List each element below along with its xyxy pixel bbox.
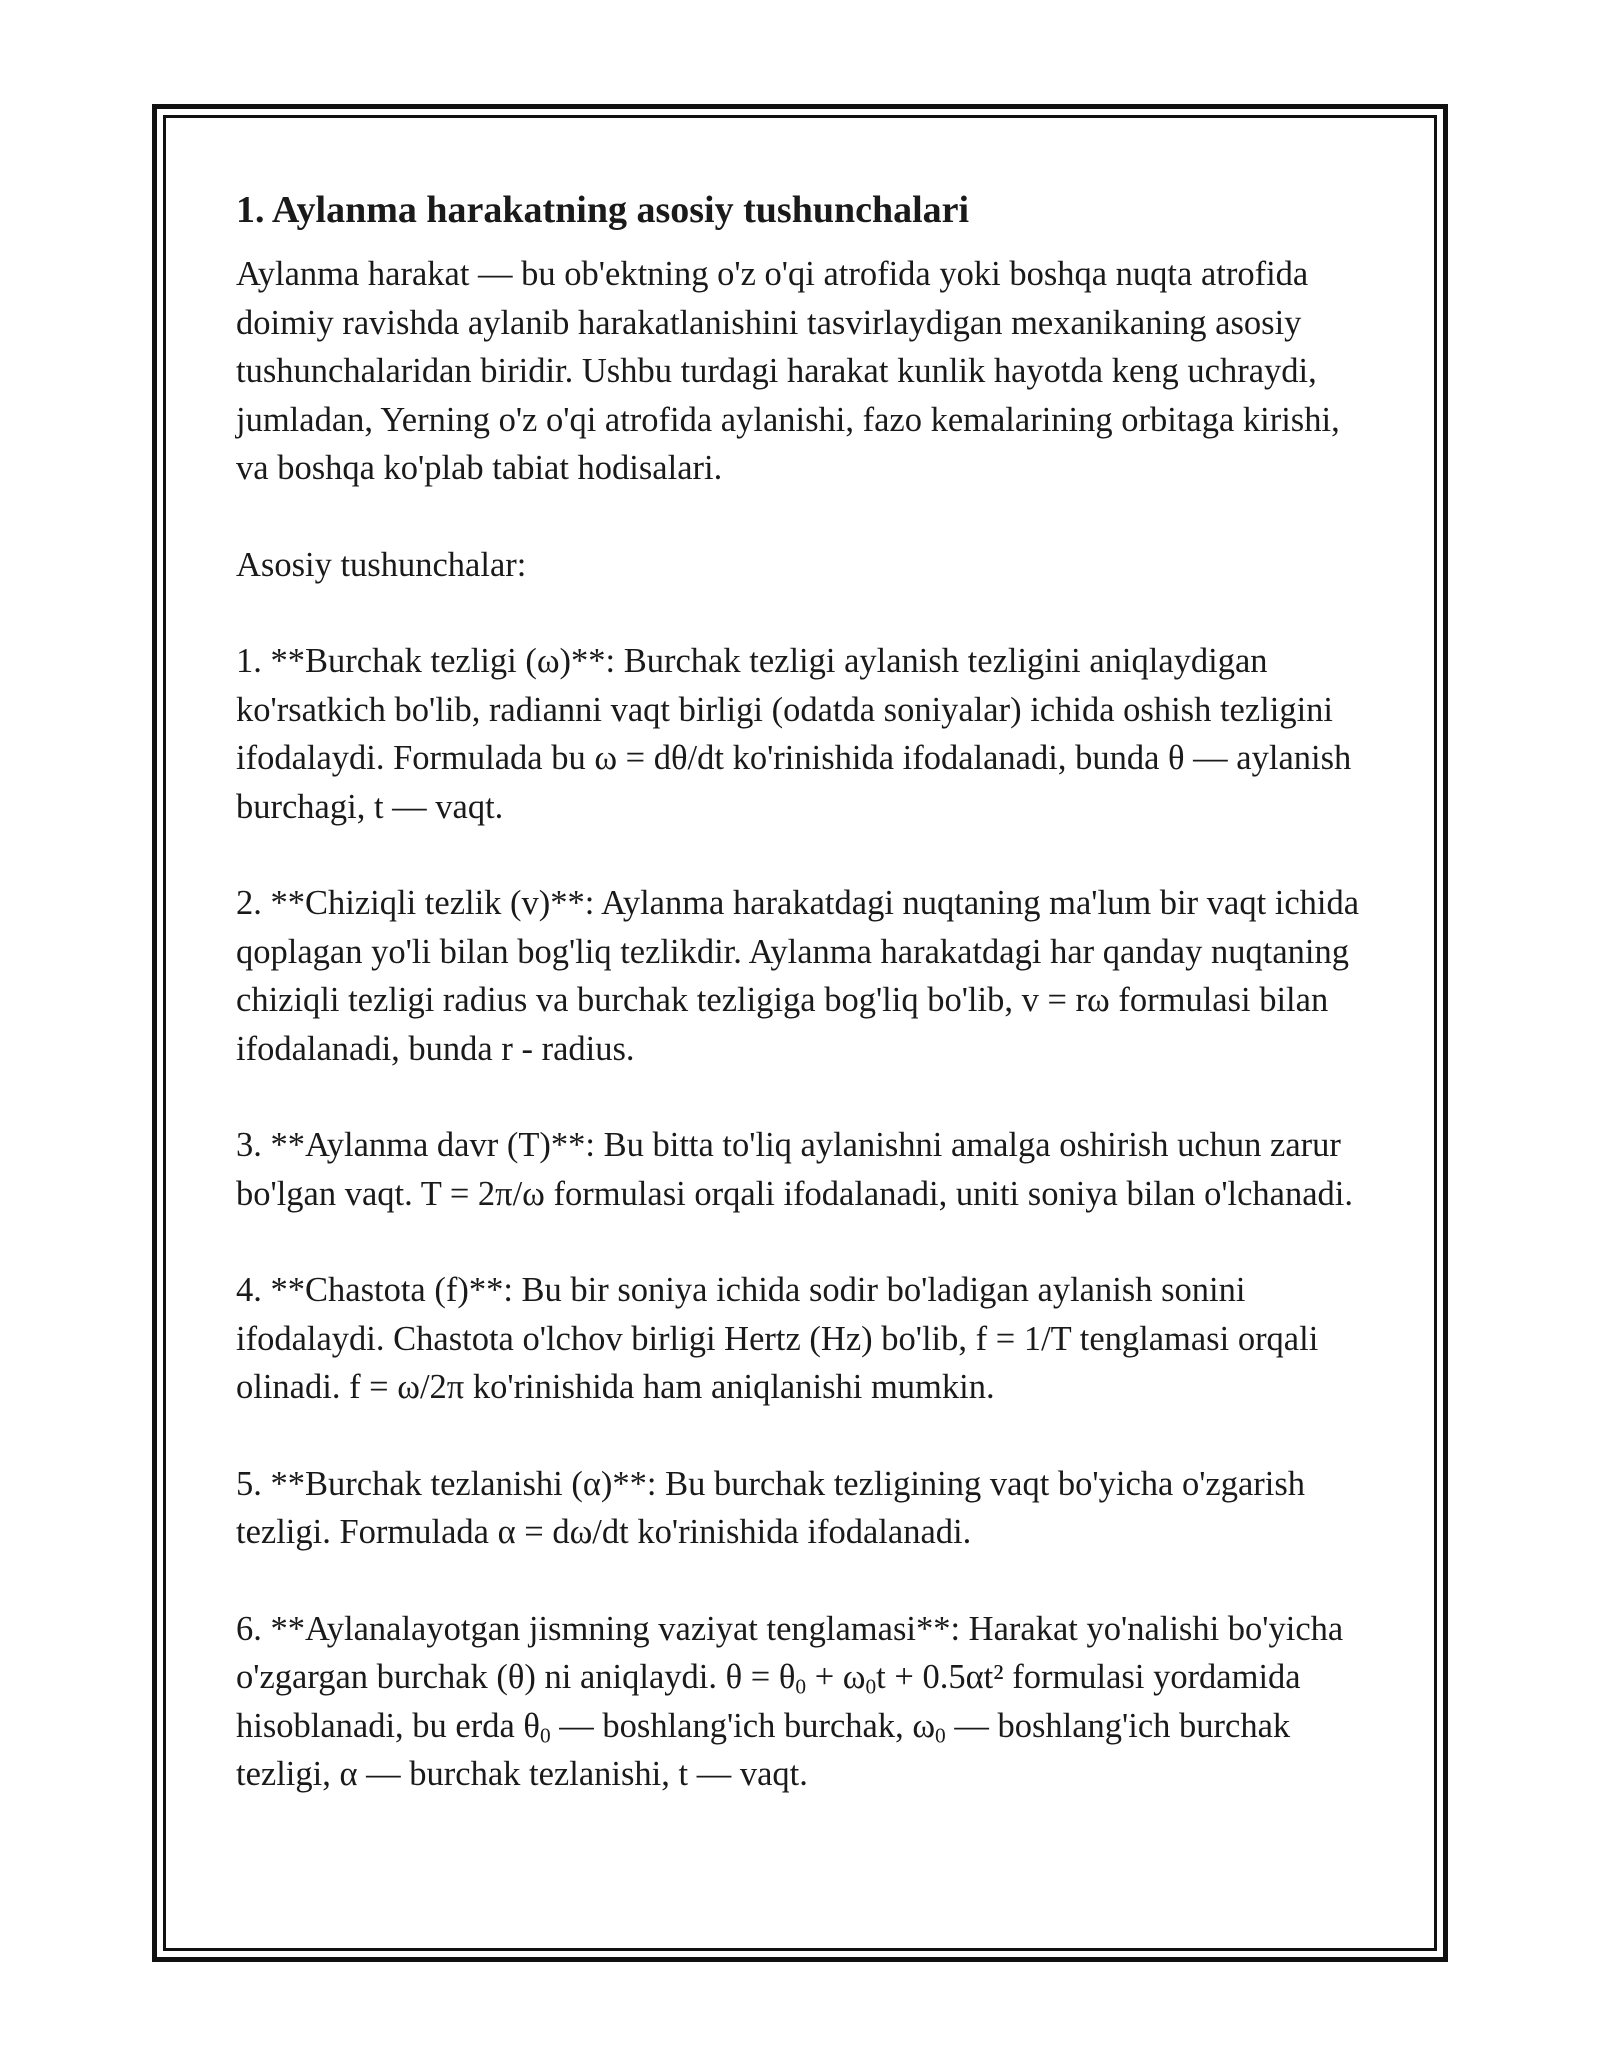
concept-item-1: 1. **Burchak tezligi (ω)**: Burchak tezligi aylanish tezligini aniqlaydigan ko'rsatkich bo'lib, radianni vaqt birligi (odatda soniyalar) ichida oshish tezligini ifodalaydi. Formulada bu ω = dθ/dt ko'rinishida ifodalanadi, bunda θ — aylanish burchagi, t — vaqt. [236, 642, 1352, 826]
item6-text-4: — boshlang'ich burchak, ω [550, 1706, 936, 1745]
item6-text-2: + ω [806, 1658, 866, 1696]
document-body [236, 186, 1366, 1799]
concept-item-5: 5. **Burchak tezlanishi (α)**: Bu burchak tezligining vaqt bo'yicha o'zgarish tezligi. Formulada α = dω/dt ko'rinishida ifodalanadi. [236, 1464, 1306, 1551]
subscript-zero: 0 [865, 1674, 877, 1699]
concept-item-6 [236, 1605, 1366, 1799]
subscript-zero: 0 [935, 1722, 946, 1747]
concepts-subheading: Asosiy tushunchalar: [236, 545, 527, 584]
item6-text-1: 6. **Aylanalayotgan jismning vaziyat tenglamasi**: Harakat yo'nalishi bo'yicha o'zgargan burchak (θ) ni aniqlaydi. θ = θ [236, 1609, 1344, 1696]
item6-text-5: — boshlang'ich burchak tezligi, α — burchak tezlanishi, t — vaqt. [236, 1706, 1291, 1793]
subscript-zero: 0 [795, 1674, 807, 1699]
concept-item-3: 3. **Aylanma davr (T)**: Bu bitta to'liq aylanishni amalga oshirish uchun zarur bo'lgan vaqt. T = 2π/ω formulasi orqali ifodalanadi, uniti soniya bilan o'lchanadi. [236, 1126, 1354, 1213]
concept-item-2: 2. **Chiziqli tezlik (v)**: Aylanma harakatdagi nuqtaning ma'lum bir vaqt ichida qoplagan yo'li bilan bog'liq tezlikdir. Aylanma harakatdagi har qanday nuqtaning chiziqli tezligi radius va burchak tezligiga bog'liq bo'lib, v = rω formulasi bilan ifodalanadi, bunda r - radius. [236, 884, 1360, 1068]
item6-text-3: t + 0.5αt² formulasi yordamida hisoblanadi, bu erda θ [236, 1658, 1301, 1745]
intro-paragraph: Aylanma harakat — bu ob'ektning o'z o'qi atrofida yoki boshqa nuqta atrofida doimiy ravishda aylanib harakatlanishini tasvirlaydigan mexanikaning asosiy tushunchalaridan biridir. Ushbu turdagi harakat kunlik hayotda keng uchraydi, jumladan, Yerning o'z o'qi atrofida aylanishi, fazo kemalarining orbitaga kirishi, va boshqa ko'plab tabiat hodisalari. [236, 255, 1340, 487]
subscript-zero: 0 [539, 1722, 551, 1747]
section-heading: 1. Aylanma harakatning asosiy tushunchalari [236, 189, 970, 231]
concept-item-4: 4. **Chastota (f)**: Bu bir soniya ichida sodir bo'ladigan aylanish sonini ifodalaydi. Chastota o'lchov birligi Hertz (Hz) bo'lib, f = 1/T tenglamasi orqali olinadi. f = ω/2π ko'rinishida ham aniqlanishi mumkin. [236, 1271, 1319, 1406]
